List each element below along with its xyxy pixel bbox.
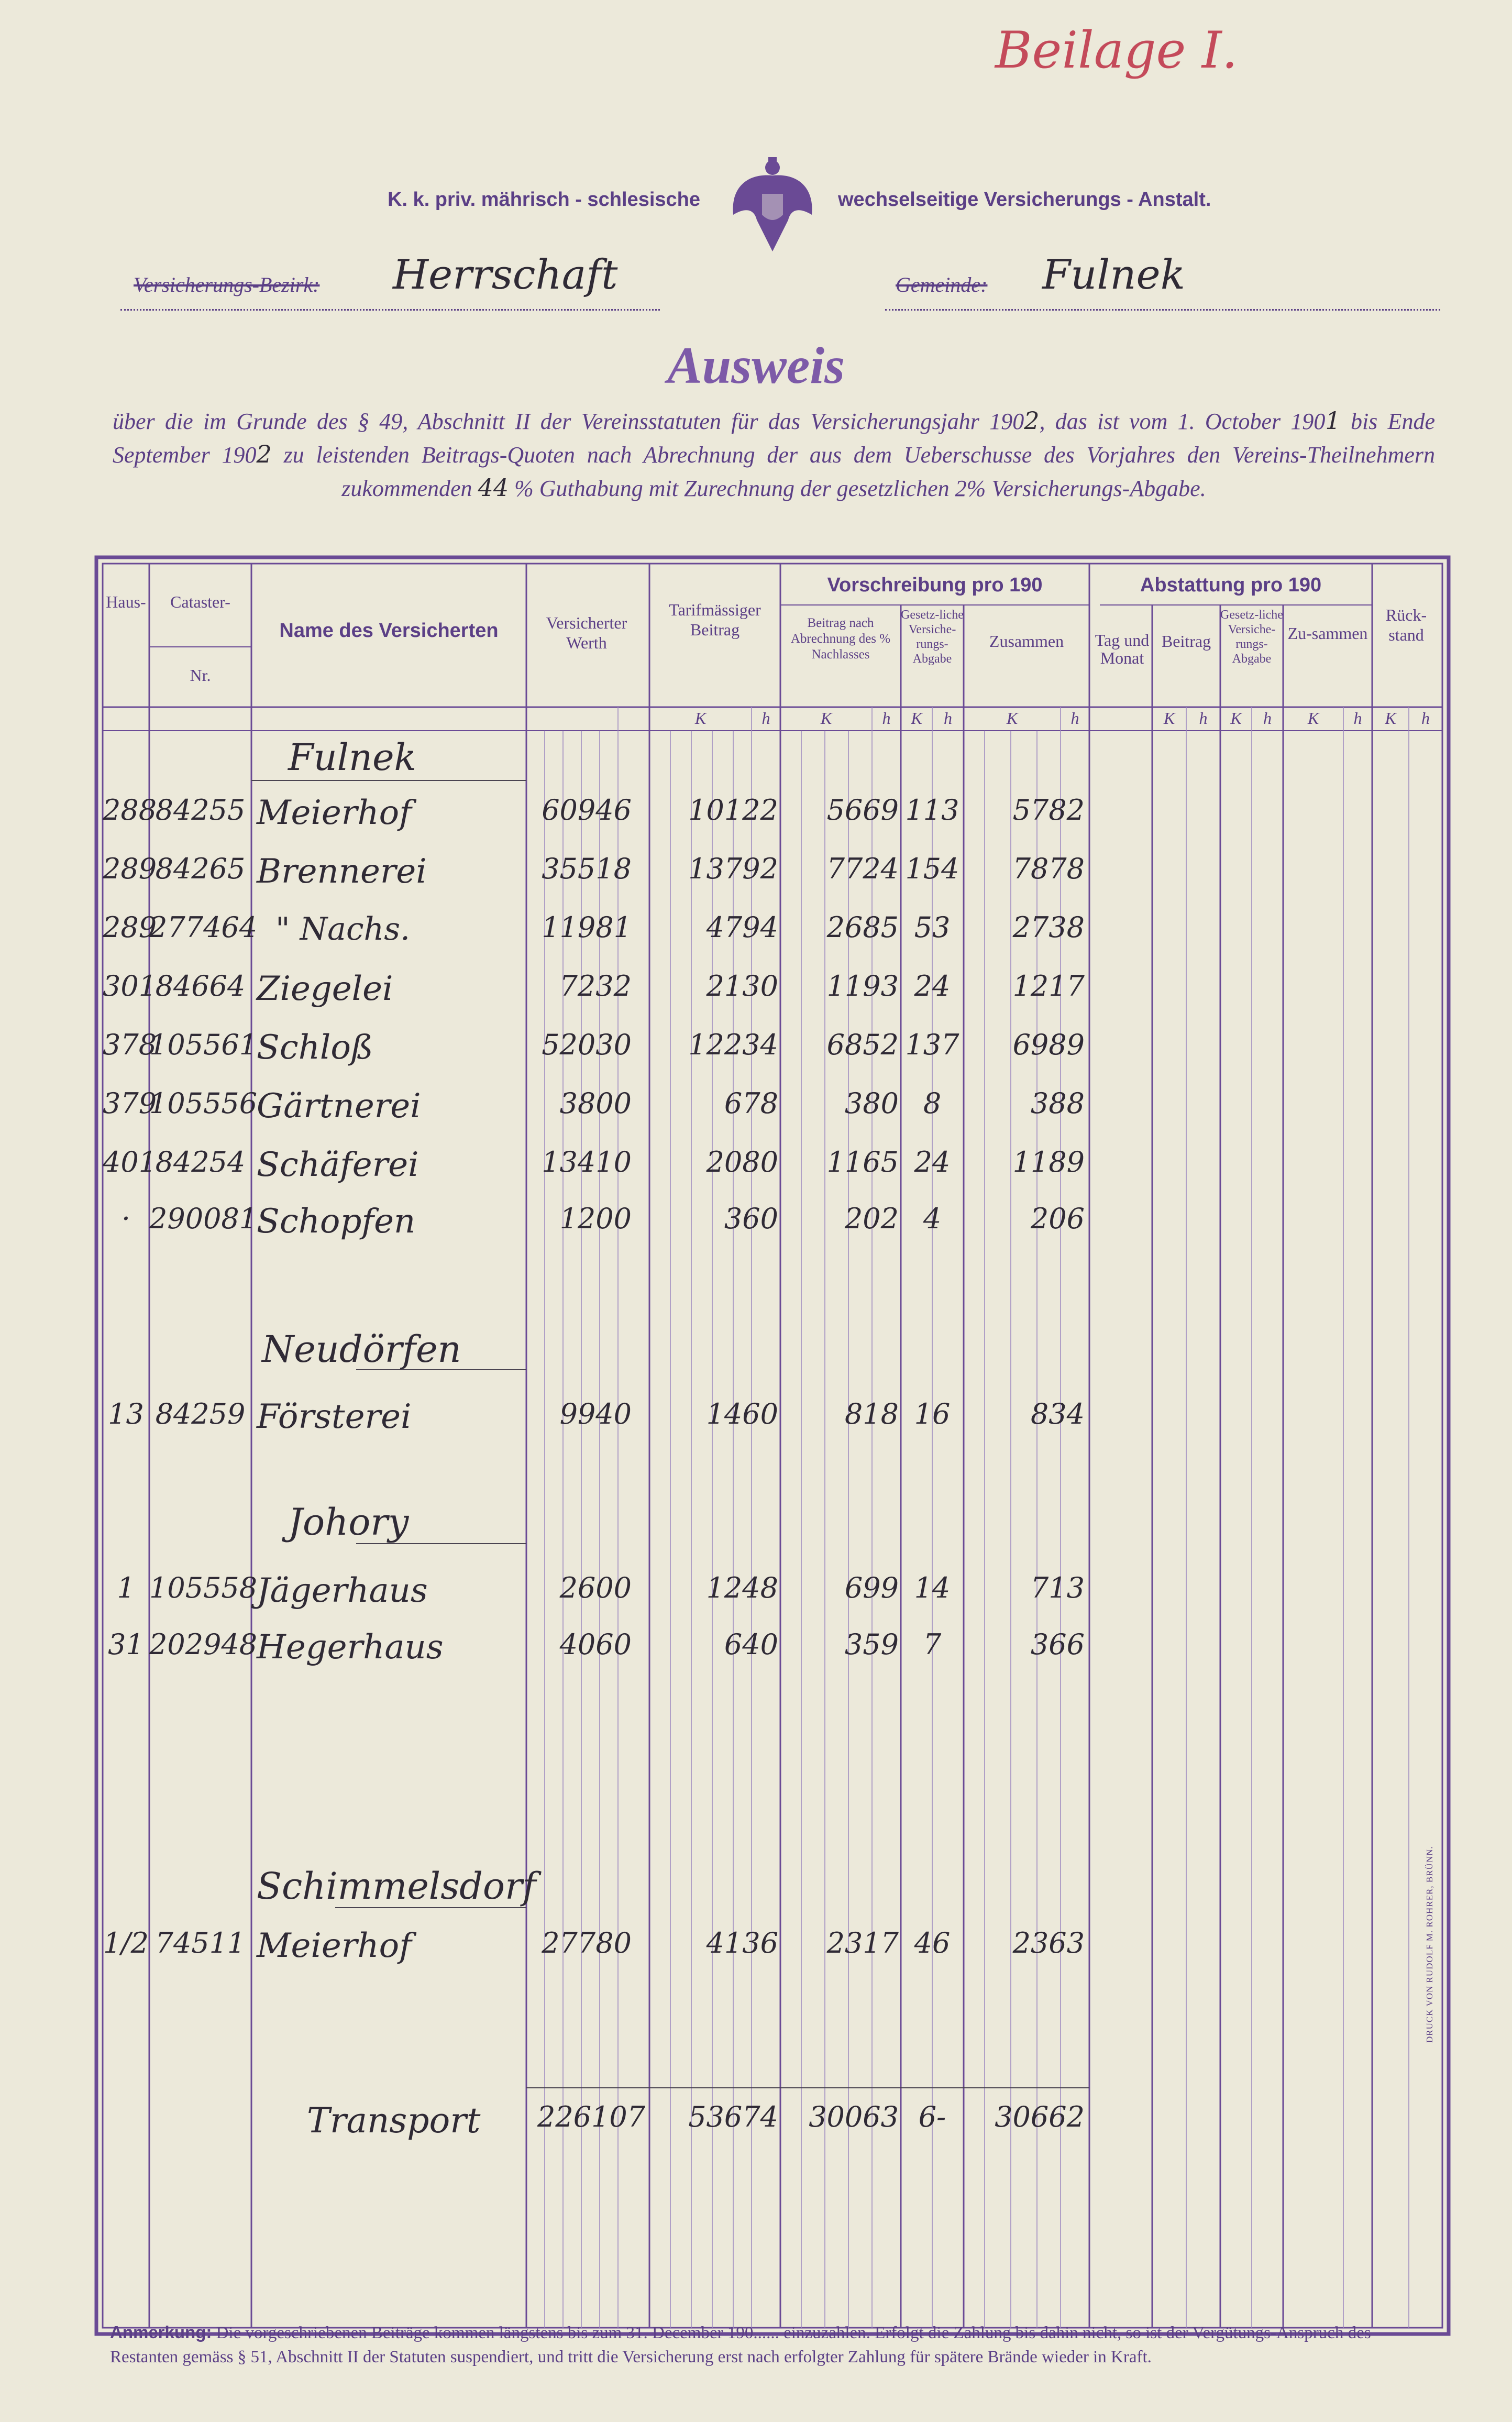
eagle-emblem-icon — [725, 152, 820, 257]
cell-beitrag: 818 — [844, 1397, 899, 1430]
cell-name: Hegerhaus — [257, 1628, 444, 1667]
header-left: K. k. priv. mährisch - schlesische — [388, 189, 700, 211]
unit-h-rueckstand: h — [1421, 709, 1430, 728]
group-heading: Fulnek — [288, 736, 416, 779]
unit-k-beitrag: K — [820, 709, 832, 728]
col-abstattung: Abstattung pro 190 — [1140, 574, 1322, 596]
col-tarif: Tarifmässiger Beitrag — [669, 600, 761, 639]
cell-name: Meierhof — [257, 794, 412, 832]
cell-tarif: 2130 — [706, 970, 778, 1003]
cell-werth: 4060 — [559, 1628, 632, 1661]
cell-werth: 7232 — [559, 970, 632, 1003]
cell-cataster: 105558 — [149, 1571, 258, 1604]
document-title: Ausweis — [667, 336, 845, 394]
cell-werth: 52030 — [542, 1028, 632, 1061]
unit-h-tarif: h — [761, 709, 770, 728]
transport-row — [103, 2100, 1092, 2148]
cell-tarif: 4136 — [706, 1926, 778, 1959]
cell-cataster: 105561 — [149, 1028, 258, 1061]
col-werth: Versicherter Werth — [546, 613, 627, 652]
cell-haus: 1/2 — [103, 1926, 149, 1959]
cell-name: Schäferei — [257, 1146, 419, 1184]
table-row — [103, 1146, 1092, 1187]
col-rueckstand: Rück-stand — [1385, 605, 1427, 644]
cell-haus: 1 — [117, 1571, 135, 1604]
col-cataster: Cataster- — [170, 592, 230, 611]
cell-haus: 31 — [108, 1628, 144, 1661]
cell-haus: 289 — [103, 911, 157, 944]
table-row — [103, 1571, 1092, 1613]
cell-cataster: 84254 — [155, 1146, 246, 1179]
cell-beitrag: 1193 — [826, 970, 899, 1003]
gemeinde-field — [885, 251, 1440, 311]
table-row — [103, 911, 1092, 953]
cell-beitrag: 699 — [844, 1571, 899, 1604]
cell-beitrag: 2317 — [826, 1926, 899, 1959]
cell-zusammen: 1189 — [1012, 1146, 1085, 1179]
cell-abgabe: 14 — [914, 1571, 951, 1604]
table-row — [103, 1628, 1092, 1670]
cell-cataster: 105556 — [149, 1087, 258, 1120]
cell-name: Jägerhaus — [257, 1571, 428, 1610]
transport-beitrag: 30063 — [809, 2100, 899, 2133]
cell-abgabe: 8 — [923, 1087, 942, 1120]
cell-zusammen: 713 — [1030, 1571, 1085, 1604]
cell-name: Ziegelei — [257, 970, 393, 1008]
cell-zusammen: 834 — [1030, 1397, 1085, 1430]
cell-abgabe: 24 — [914, 1146, 951, 1179]
cell-werth: 2600 — [559, 1571, 632, 1604]
cell-tarif: 12234 — [688, 1028, 778, 1061]
cell-werth: 11981 — [542, 911, 632, 944]
cell-haus: 378 — [103, 1028, 157, 1061]
cell-name: Schloß — [257, 1028, 373, 1067]
cell-haus: 13 — [108, 1397, 144, 1430]
cell-zusammen: 2363 — [1012, 1926, 1085, 1959]
cell-werth: 27780 — [542, 1926, 632, 1959]
footnote — [110, 2320, 1440, 2369]
cell-tarif: 678 — [724, 1087, 778, 1120]
cell-beitrag: 6852 — [826, 1028, 899, 1061]
para-percent: 44 — [478, 474, 509, 502]
printer-imprint: DRUCK VON RUDOLF M. ROHRER, BRÜNN. — [1425, 1846, 1434, 2043]
cell-name: Schopfen — [257, 1202, 416, 1241]
cell-tarif: 640 — [724, 1628, 778, 1661]
cell-werth: 9940 — [559, 1397, 632, 1430]
cell-abgabe: 137 — [905, 1028, 959, 1061]
cell-cataster: 290081 — [149, 1202, 258, 1235]
cell-abgabe: 7 — [923, 1628, 942, 1661]
gemeinde-value: Fulnek — [1042, 251, 1185, 299]
unit-h-zusammen: h — [1070, 709, 1079, 728]
cell-zusammen: 6989 — [1012, 1028, 1085, 1061]
cell-cataster: 202948 — [149, 1628, 258, 1661]
cell-zusammen: 388 — [1030, 1087, 1085, 1120]
cell-abgabe: 154 — [905, 852, 959, 885]
para-part-4: zu leistenden Beitrags-Quoten nach Abrechnung der aus dem Ueberschusse des Vorjahres den Vereins-Theilnehmern zukommenden — [271, 442, 1435, 501]
col-gesetzliche: Gesetz-liche Versiche-rungs-Abgabe — [901, 608, 964, 666]
cell-zusammen: 5782 — [1012, 794, 1085, 827]
unit-k-zusammen: K — [1006, 709, 1018, 728]
para-year-3: 2 — [256, 440, 272, 468]
bezirk-label: Versicherungs-Bezirk: — [134, 273, 320, 296]
transport-tarif: 53674 — [688, 2100, 778, 2133]
cell-tarif: 1248 — [706, 1571, 778, 1604]
cell-beitrag: 1165 — [826, 1146, 899, 1179]
footnote-text: Die vorgeschriebenen Beiträge kommen längstens bis zum 31. December 190...... einzuzahlen. Erfolgt die Zahlung bis dahin nicht, so ist der Vergütungs-Anspruch des Restanten gemäss § 51, Abschnitt II der Statuten suspendiert, und tritt die Versicherung erst nach erfolgter Zahlung für spätere Brände wieder in Kraft. — [110, 2324, 1371, 2366]
unit-k-rueckstand: K — [1385, 709, 1396, 728]
group-heading: Johory — [288, 1501, 409, 1544]
bezirk-value: Herrschaft — [393, 251, 618, 299]
transport-zusammen: 30662 — [995, 2100, 1085, 2133]
cell-beitrag: 359 — [844, 1628, 899, 1661]
cell-zusammen: 1217 — [1012, 970, 1085, 1003]
cell-abgabe: 46 — [914, 1926, 951, 1959]
col-zusammen: Zusammen — [989, 632, 1064, 651]
cell-werth: 13410 — [542, 1146, 632, 1179]
unit-k-beitrag-2: K — [1163, 709, 1175, 728]
table-row — [103, 794, 1092, 835]
col-nr: Nr. — [190, 666, 211, 685]
cell-tarif: 10122 — [688, 794, 778, 827]
para-year-1: 2 — [1024, 406, 1040, 435]
table-row — [103, 1028, 1092, 1070]
cell-zusammen: 7878 — [1012, 852, 1085, 885]
para-part-2: , das ist vom 1. October 190 — [1039, 409, 1326, 434]
cell-werth: 60946 — [542, 794, 632, 827]
col-beitrag: Beitrag — [1161, 632, 1211, 651]
cell-cataster: 84664 — [155, 970, 246, 1003]
cell-zusammen: 206 — [1030, 1202, 1085, 1235]
cell-haus: 289 — [103, 852, 157, 885]
cell-haus: 401 — [103, 1146, 157, 1179]
transport-abgabe: 6- — [918, 2100, 946, 2133]
cell-haus: 379 — [103, 1087, 157, 1120]
unit-h-zusammen-2: h — [1353, 709, 1362, 728]
unit-k-zusammen-2: K — [1307, 709, 1319, 728]
cell-cataster: 277464 — [149, 911, 258, 944]
unit-h-beitrag: h — [882, 709, 891, 728]
para-part-5: % Guthabung mit Zurechnung der gesetzlichen 2% Versicherungs-Abgabe. — [509, 476, 1206, 501]
transport-label: Transport — [307, 2100, 481, 2141]
col-vorschreibung: Vorschreibung pro 190 — [827, 574, 1043, 596]
cell-werth: 1200 — [559, 1202, 632, 1235]
cell-haus: 288 — [103, 794, 157, 827]
col-name: Name des Versicherten — [279, 620, 499, 642]
cell-cataster: 74511 — [155, 1926, 246, 1959]
cell-name: Meierhof — [257, 1926, 412, 1965]
cell-beitrag: 380 — [844, 1087, 899, 1120]
cell-zusammen: 366 — [1030, 1628, 1085, 1661]
table-row — [103, 852, 1092, 894]
para-year-2: 1 — [1325, 406, 1341, 435]
gemeinde-label: Gemeinde: — [896, 273, 988, 296]
col-zusammen-2: Zu-sammen — [1287, 624, 1368, 643]
cell-werth: 35518 — [542, 852, 632, 885]
cell-cataster: 84255 — [155, 794, 246, 827]
unit-h-beitrag-2: h — [1199, 709, 1208, 728]
footnote-label: Anmerkung: — [110, 2322, 212, 2342]
cell-tarif: 13792 — [688, 852, 778, 885]
cell-tarif: 360 — [724, 1202, 778, 1235]
cell-abgabe: 53 — [914, 911, 951, 944]
cell-name: Försterei — [257, 1397, 412, 1436]
table-row — [103, 1087, 1092, 1129]
cell-beitrag: 2685 — [826, 911, 899, 944]
cell-beitrag: 5669 — [826, 794, 899, 827]
cell-beitrag: 202 — [844, 1202, 899, 1235]
cell-cataster: 84265 — [155, 852, 246, 885]
cell-abgabe: 16 — [914, 1397, 951, 1430]
cell-zusammen: 2738 — [1012, 911, 1085, 944]
table-row — [103, 1397, 1092, 1439]
col-beitrag-nach: Beitrag nach Abrechnung des % Nachlasses — [790, 616, 891, 662]
cell-beitrag: 7724 — [826, 852, 899, 885]
cell-haus: · — [121, 1202, 131, 1235]
para-part-1: über die im Grunde des § 49, Abschnitt II der Vereinsstatuten für das Versicherungsjahr 190 — [113, 409, 1024, 434]
cell-tarif: 4794 — [706, 911, 778, 944]
table-row — [103, 1926, 1092, 1968]
beilage-annotation: Beilage I. — [995, 21, 1238, 80]
group-heading: Schimmelsdorf — [257, 1865, 536, 1908]
cell-haus: 301 — [103, 970, 157, 1003]
cell-name: Brennerei — [257, 852, 427, 891]
group-heading: Neudörfen — [262, 1328, 461, 1371]
table-row — [103, 970, 1092, 1011]
cell-name: Gärtnerei — [257, 1087, 421, 1126]
header-right: wechselseitige Versicherungs - Anstalt. — [838, 189, 1211, 211]
col-tag: Tag und Monat — [1095, 631, 1150, 667]
unit-h-abgabe-2: h — [1263, 709, 1272, 728]
bezirk-field — [120, 251, 660, 311]
cell-tarif: 1460 — [706, 1397, 778, 1430]
col-gesetzliche-2: Gesetz-liche Versiche-rungs-Abgabe — [1220, 608, 1283, 666]
unit-k-abgabe: K — [911, 709, 922, 728]
table-row — [103, 1202, 1092, 1244]
cell-tarif: 2080 — [706, 1146, 778, 1179]
cell-abgabe: 113 — [905, 794, 959, 827]
intro-paragraph — [113, 404, 1435, 505]
cell-cataster: 84259 — [155, 1397, 246, 1430]
col-haus: Haus- — [106, 592, 146, 611]
cell-abgabe: 24 — [914, 970, 951, 1003]
unit-k-abgabe-2: K — [1230, 709, 1242, 728]
transport-werth: 226107 — [537, 2100, 646, 2133]
cell-name: " Nachs. — [275, 911, 411, 948]
cell-abgabe: 4 — [923, 1202, 942, 1235]
para-part-3: bis Ende September 190 — [113, 409, 1435, 468]
unit-k-tarif: K — [694, 709, 707, 728]
unit-h-abgabe: h — [944, 709, 952, 728]
cell-werth: 3800 — [559, 1087, 632, 1120]
table-frame — [94, 555, 1451, 2336]
